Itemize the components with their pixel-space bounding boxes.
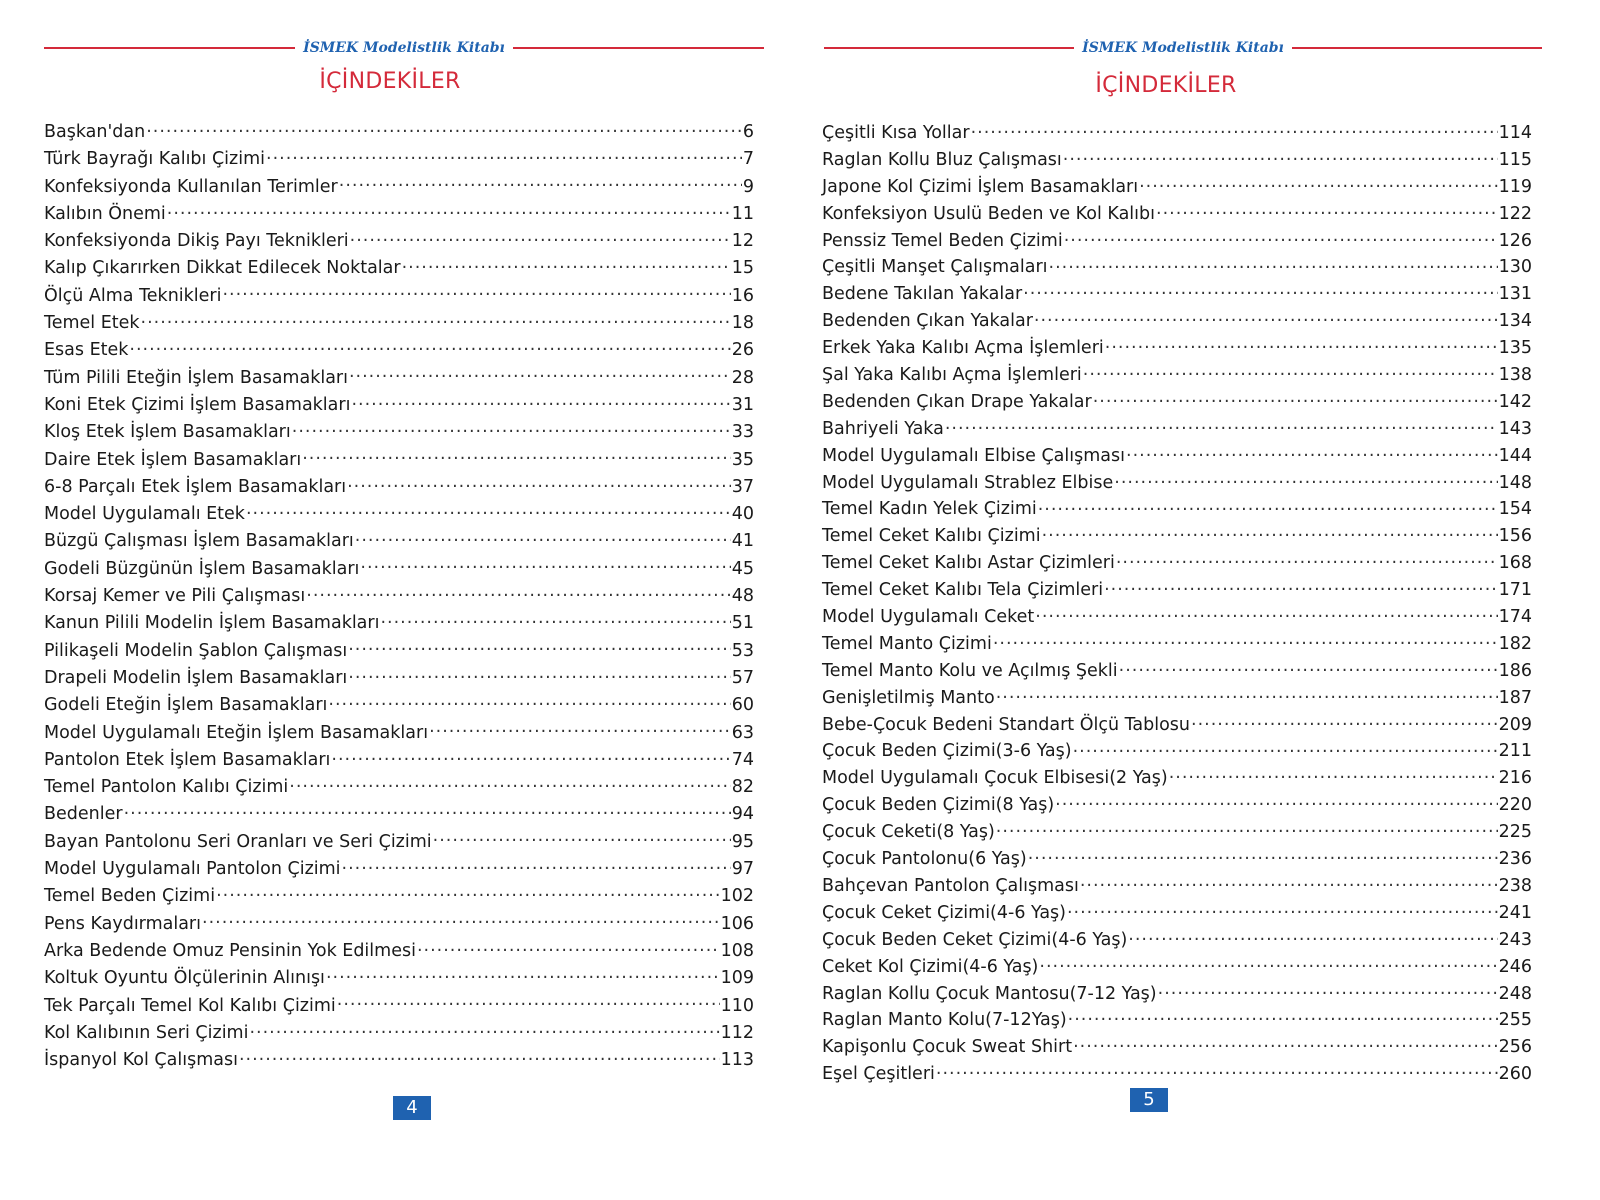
dot-leader: [326, 966, 720, 984]
toc-entry[interactable]: [44, 392, 754, 419]
toc-entry-title: Model Uygulamalı Pantolon Çizimi: [44, 859, 341, 880]
toc-entry-title: Bahriyeli Yaka: [822, 418, 944, 439]
toc-entry-title: Kapişonlu Çocuk Sweat Shirt: [822, 1037, 1073, 1058]
toc-entry-page: 156: [1498, 526, 1532, 547]
toc-entry-page: 57: [731, 667, 754, 688]
toc-entry-page: 45: [731, 558, 754, 579]
toc-entry-title: Başkan'dan: [44, 122, 146, 142]
toc-entry[interactable]: [822, 308, 1532, 335]
toc-entry[interactable]: [44, 665, 754, 692]
toc-entry[interactable]: [822, 658, 1532, 685]
toc-entry-title: Koltuk Oyuntu Ölçülerinin Alınışı: [44, 968, 325, 989]
toc-entry-title: Büzgü Çalışması İşlem Basamakları: [44, 531, 354, 552]
toc-entry-title: Bahçevan Pantolon Çalışması: [822, 875, 1079, 896]
toc-list: [44, 119, 754, 1074]
toc-entry-page: 112: [720, 1022, 754, 1043]
dot-leader: [1104, 578, 1498, 596]
toc-entry-title: Erkek Yaka Kalıbı Açma İşlemleri: [822, 338, 1104, 359]
dot-leader: [936, 1062, 1498, 1080]
toc-entry[interactable]: [44, 720, 754, 747]
toc-entry[interactable]: [44, 474, 754, 501]
toc-entry-title: Raglan Kollu Çocuk Mantosu(7-12 Yaş): [822, 983, 1157, 1004]
toc-entry[interactable]: [44, 119, 754, 146]
toc-entry[interactable]: [822, 604, 1532, 631]
toc-entry[interactable]: [44, 283, 754, 310]
toc-entry-page: 114: [1498, 123, 1532, 143]
toc-entry-page: 15: [731, 258, 754, 279]
toc-entry-page: 9: [742, 176, 754, 197]
right-page: [800, 0, 1600, 1200]
toc-entry-title: Tek Parçalı Temel Kol Kalıbı Çizimi: [44, 995, 336, 1016]
toc-entry-page: 102: [720, 886, 754, 907]
toc-entry-title: Godeli Eteğin İşlem Basamakları: [44, 695, 328, 716]
toc-entry-page: 16: [731, 285, 754, 306]
toc-entry[interactable]: [822, 1007, 1532, 1034]
toc-entry[interactable]: [822, 496, 1532, 523]
toc-entry-title: Türk Bayrağı Kalıbı Çizimi: [44, 149, 265, 170]
toc-entry-page: 40: [731, 504, 754, 525]
toc-entry[interactable]: [822, 523, 1532, 550]
toc-entry-page: 216: [1498, 768, 1532, 789]
toc-entry-page: 74: [731, 749, 754, 770]
dot-leader: [1093, 389, 1498, 407]
toc-entry-title: Kloş Etek İşlem Basamakları: [44, 422, 291, 443]
toc-entry-title: Kanun Pilili Modelin İşlem Basamakları: [44, 613, 380, 634]
toc-entry-title: Çocuk Beden Ceket Çizimi(4-6 Yaş): [822, 929, 1128, 950]
toc-entry-title: Çocuk Beden Çizimi(8 Yaş): [822, 795, 1055, 816]
toc-entry[interactable]: [44, 774, 754, 801]
toc-entry[interactable]: [822, 362, 1532, 389]
toc-entry-title: Korsaj Kemer ve Pili Çalışması: [44, 586, 306, 607]
toc-entry[interactable]: [822, 1061, 1532, 1088]
toc-entry-title: Genişletilmiş Manto: [822, 687, 995, 708]
toc-entry-title: Temel Etek: [44, 313, 140, 334]
dot-leader: [146, 120, 742, 138]
dot-leader: [1126, 443, 1498, 461]
toc-entry-title: Bedenler: [44, 804, 123, 825]
toc-entry-page: 26: [731, 340, 754, 361]
toc-entry[interactable]: [44, 419, 754, 446]
toc-entry-title: Temel Pantolon Kalıbı Çizimi: [44, 777, 289, 798]
toc-entry-title: Bedenden Çıkan Drape Yakalar: [822, 391, 1092, 412]
toc-entry-title: Temel Manto Çizimi: [822, 633, 992, 654]
dot-leader: [350, 229, 731, 247]
dot-leader: [417, 938, 720, 956]
toc-entry-page: 134: [1498, 311, 1532, 332]
dot-leader: [1035, 605, 1497, 623]
toc-entry[interactable]: [822, 631, 1532, 658]
toc-entry-title: Pantolon Etek İşlem Basamakları: [44, 749, 331, 770]
toc-entry-page: 220: [1498, 795, 1532, 816]
toc-entry-page: 248: [1498, 983, 1532, 1004]
toc-entry[interactable]: [822, 120, 1532, 147]
toc-list: [822, 120, 1532, 1088]
toc-entry[interactable]: [822, 254, 1532, 281]
toc-heading: İÇİNDEKİLER: [1095, 73, 1237, 98]
toc-entry-page: 138: [1498, 365, 1532, 386]
toc-entry-title: Daire Etek İşlem Basamakları: [44, 449, 302, 470]
dot-leader: [1039, 954, 1497, 972]
toc-entry-page: 119: [1498, 176, 1532, 197]
toc-entry-page: 60: [731, 695, 754, 716]
toc-entry[interactable]: [822, 738, 1532, 765]
dot-leader: [1073, 739, 1498, 757]
toc-entry[interactable]: [44, 146, 754, 173]
toc-entry-page: 63: [731, 722, 754, 743]
dot-leader: [1128, 927, 1497, 945]
toc-entry-title: 6-8 Parçalı Etek İşlem Basamakları: [44, 476, 347, 497]
toc-entry[interactable]: [44, 638, 754, 665]
page-number: 5: [1130, 1088, 1168, 1112]
toc-entry-title: Kalıp Çıkarırken Dikkat Edilecek Noktalar: [44, 258, 401, 279]
dot-leader: [1169, 766, 1498, 784]
dot-leader: [1042, 524, 1498, 542]
toc-entry[interactable]: [44, 856, 754, 883]
toc-entry-title: Temel Ceket Kalıbı Tela Çizimleri: [822, 580, 1104, 601]
dot-leader: [360, 556, 730, 574]
dot-leader: [971, 121, 1498, 139]
dot-leader: [380, 611, 730, 629]
toc-entry-title: Temel Ceket Kalıbı Çizimi: [822, 526, 1041, 547]
dot-leader: [945, 416, 1498, 434]
toc-entry[interactable]: [44, 310, 754, 337]
toc-entry[interactable]: [822, 281, 1532, 308]
dot-leader: [306, 584, 730, 602]
toc-entry[interactable]: [822, 900, 1532, 927]
toc-entry-page: 110: [720, 995, 754, 1016]
toc-entry[interactable]: [822, 335, 1532, 362]
toc-entry-page: 236: [1498, 849, 1532, 870]
toc-entry[interactable]: [822, 147, 1532, 174]
dot-leader: [1156, 201, 1498, 219]
toc-entry[interactable]: [44, 965, 754, 992]
toc-entry-page: 143: [1498, 418, 1532, 439]
dot-leader: [347, 474, 731, 492]
toc-entry-page: 48: [731, 586, 754, 607]
toc-entry-page: 187: [1498, 687, 1532, 708]
dot-leader: [996, 820, 1498, 838]
toc-entry-page: 115: [1498, 149, 1532, 170]
toc-entry[interactable]: [822, 685, 1532, 712]
toc-entry[interactable]: [822, 927, 1532, 954]
toc-entry-title: Bedenden Çıkan Yakalar: [822, 311, 1033, 332]
toc-entry[interactable]: [44, 747, 754, 774]
toc-entry[interactable]: [44, 883, 754, 910]
toc-entry-page: 243: [1498, 929, 1532, 950]
book-title: İSMEK Modelistlik Kitabı: [1082, 40, 1284, 56]
toc-entry-page: 154: [1498, 499, 1532, 520]
toc-entry-title: Esas Etek: [44, 340, 129, 361]
toc-entry[interactable]: [822, 792, 1532, 819]
toc-entry-title: Pilikaşeli Modelin Şablon Çalışması: [44, 640, 348, 661]
toc-entry[interactable]: [44, 174, 754, 201]
toc-entry-page: 6: [742, 122, 754, 142]
toc-entry-page: 260: [1498, 1064, 1532, 1085]
toc-entry-title: Godeli Büzgünün İşlem Basamakları: [44, 558, 360, 579]
toc-entry[interactable]: [822, 443, 1532, 470]
toc-entry-page: 238: [1498, 875, 1532, 896]
toc-entry[interactable]: [44, 801, 754, 828]
dot-leader: [216, 884, 720, 902]
toc-entry-title: Model Uygulamalı Elbise Çalışması: [822, 445, 1125, 466]
toc-entry[interactable]: [44, 938, 754, 965]
toc-entry-title: Japone Kol Çizimi İşlem Basamakları: [822, 176, 1139, 197]
toc-entry-title: Çocuk Ceketi(8 Yaş): [822, 822, 995, 843]
toc-entry[interactable]: [822, 228, 1532, 255]
toc-entry[interactable]: [44, 692, 754, 719]
toc-entry-page: 97: [731, 859, 754, 880]
toc-entry[interactable]: [44, 201, 754, 228]
toc-entry[interactable]: [44, 583, 754, 610]
toc-entry[interactable]: [822, 954, 1532, 981]
toc-entry[interactable]: [822, 819, 1532, 846]
dot-leader: [1067, 900, 1498, 918]
dot-leader: [349, 365, 731, 383]
toc-entry-title: Model Uygulamalı Etek: [44, 504, 245, 525]
toc-entry-title: Çeşitli Manşet Çalışmaları: [822, 257, 1048, 278]
toc-entry[interactable]: [44, 228, 754, 255]
toc-entry-title: Eşel Çeşitleri: [822, 1064, 935, 1085]
header-rule-right: [1292, 47, 1542, 49]
dot-leader: [1105, 336, 1498, 354]
toc-entry-page: 35: [731, 449, 754, 470]
dot-leader: [1191, 712, 1498, 730]
toc-entry-title: Penssiz Temel Beden Çizimi: [822, 230, 1063, 251]
dot-leader: [996, 685, 1498, 703]
toc-entry-page: 144: [1498, 445, 1532, 466]
toc-entry-title: Kalıbın Önemi: [44, 203, 166, 224]
toc-entry-page: 211: [1498, 741, 1532, 762]
toc-entry[interactable]: [44, 528, 754, 555]
dot-leader: [1038, 497, 1498, 515]
toc-entry-page: 7: [742, 149, 754, 170]
toc-entry[interactable]: [822, 470, 1532, 497]
toc-entry[interactable]: [44, 447, 754, 474]
toc-entry[interactable]: [44, 610, 754, 637]
dot-leader: [1073, 1035, 1498, 1053]
dot-leader: [1063, 147, 1498, 165]
dot-leader: [246, 502, 731, 520]
toc-entry-title: Model Uygulamalı Strablez Elbise: [822, 472, 1114, 493]
toc-entry-page: 95: [731, 831, 754, 852]
toc-entry-title: Model Uygulamalı Ceket: [822, 607, 1035, 628]
toc-entry-page: 94: [731, 804, 754, 825]
toc-entry-page: 106: [720, 913, 754, 934]
dot-leader: [1116, 551, 1498, 569]
toc-entry-title: İspanyol Kol Çalışması: [44, 1050, 238, 1071]
toc-entry-title: Çocuk Pantolonu(6 Yaş): [822, 849, 1027, 870]
toc-entry-title: Temel Beden Çizimi: [44, 886, 216, 907]
toc-entry[interactable]: [822, 846, 1532, 873]
toc-entry-title: Tüm Pilili Eteğin İşlem Basamakları: [44, 367, 348, 388]
toc-entry-page: 108: [720, 940, 754, 961]
dot-leader: [129, 338, 730, 356]
dot-leader: [328, 693, 730, 711]
dot-leader: [1055, 793, 1497, 811]
dot-leader: [1083, 363, 1498, 381]
toc-entry-page: 148: [1498, 472, 1532, 493]
dot-leader: [1114, 470, 1497, 488]
toc-entry[interactable]: [822, 174, 1532, 201]
dot-leader: [222, 283, 730, 301]
dot-leader: [1158, 981, 1498, 999]
toc-entry-title: Raglan Kollu Bluz Çalışması: [822, 149, 1062, 170]
toc-entry[interactable]: [44, 337, 754, 364]
header-rule-right: [513, 47, 764, 49]
toc-entry[interactable]: [44, 993, 754, 1020]
toc-entry[interactable]: [822, 416, 1532, 443]
toc-entry-page: 11: [731, 203, 754, 224]
toc-entry-page: 31: [731, 394, 754, 415]
page-number: 4: [393, 1096, 431, 1120]
dot-leader: [337, 993, 720, 1011]
dot-leader: [302, 447, 730, 465]
toc-entry-page: 182: [1498, 633, 1532, 654]
toc-entry[interactable]: [44, 365, 754, 392]
toc-entry-title: Kol Kalıbının Seri Çizimi: [44, 1022, 249, 1043]
dot-leader: [348, 638, 730, 656]
toc-entry-page: 122: [1498, 203, 1532, 224]
toc-entry-title: Koni Etek Çizimi İşlem Basamakları: [44, 394, 351, 415]
toc-entry-title: Bedene Takılan Yakalar: [822, 284, 1023, 305]
toc-entry[interactable]: [822, 981, 1532, 1008]
toc-heading: İÇİNDEKİLER: [319, 69, 461, 94]
dot-leader: [167, 201, 731, 219]
toc-entry[interactable]: [44, 911, 754, 938]
toc-entry[interactable]: [44, 1020, 754, 1047]
toc-entry[interactable]: [44, 829, 754, 856]
toc-entry-title: Drapeli Modelin İşlem Basamakları: [44, 667, 348, 688]
dot-leader: [1068, 1008, 1498, 1026]
dot-leader: [342, 857, 731, 875]
book-title: İSMEK Modelistlik Kitabı: [303, 40, 505, 56]
dot-leader: [1139, 174, 1498, 192]
toc-entry[interactable]: [822, 1034, 1532, 1061]
toc-entry[interactable]: [822, 873, 1532, 900]
toc-entry-title: Konfeksiyon Usulü Beden ve Kol Kalıbı: [822, 203, 1156, 224]
toc-entry-page: 171: [1498, 580, 1532, 601]
toc-entry-title: Model Uygulamalı Eteğin İşlem Basamakları: [44, 722, 429, 743]
toc-entry-title: Bebe-Çocuk Bedeni Standart Ölçü Tablosu: [822, 714, 1191, 735]
toc-entry[interactable]: [822, 201, 1532, 228]
toc-entry-title: Model Uygulamalı Çocuk Elbisesi(2 Yaş): [822, 768, 1168, 789]
toc-entry-title: Raglan Manto Kolu(7-12Yaş): [822, 1010, 1067, 1031]
toc-entry-title: Temel Kadın Yelek Çizimi: [822, 499, 1037, 520]
dot-leader: [433, 829, 731, 847]
toc-entry-page: 113: [720, 1050, 754, 1071]
toc-entry-page: 209: [1498, 714, 1532, 735]
dot-leader: [331, 747, 730, 765]
toc-entry-title: Ölçü Alma Teknikleri: [44, 285, 222, 306]
toc-entry-title: Konfeksiyonda Dikiş Payı Teknikleri: [44, 231, 349, 252]
toc-entry-title: Şal Yaka Kalıbı Açma İşlemleri: [822, 365, 1082, 386]
toc-entry-title: Temel Manto Kolu ve Açılmış Şekli: [822, 660, 1118, 681]
toc-entry[interactable]: [822, 765, 1532, 792]
toc-entry-title: Pens Kaydırmaları: [44, 913, 201, 934]
dot-leader: [355, 529, 731, 547]
dot-leader: [124, 802, 731, 820]
toc-entry-page: 18: [731, 313, 754, 334]
toc-entry-page: 41: [731, 531, 754, 552]
toc-entry-page: 241: [1498, 902, 1532, 923]
dot-leader: [402, 256, 731, 274]
toc-entry-page: 131: [1498, 284, 1532, 305]
toc-entry[interactable]: [822, 389, 1532, 416]
toc-entry-title: Konfeksiyonda Kullanılan Terimler: [44, 176, 338, 197]
toc-entry-title: Temel Ceket Kalıbı Astar Çizimleri: [822, 553, 1115, 574]
toc-entry-title: Ceket Kol Çizimi(4-6 Yaş): [822, 956, 1039, 977]
dot-leader: [993, 631, 1498, 649]
dot-leader: [1023, 282, 1497, 300]
dot-leader: [249, 1020, 719, 1038]
toc-entry-page: 37: [731, 476, 754, 497]
toc-entry-title: Bayan Pantolonu Seri Oranları ve Seri Çizimi: [44, 831, 432, 852]
toc-entry[interactable]: [822, 550, 1532, 577]
toc-entry[interactable]: [44, 1047, 754, 1074]
toc-entry-page: 186: [1498, 660, 1532, 681]
toc-entry-page: 33: [731, 422, 754, 443]
toc-entry-page: 246: [1498, 956, 1532, 977]
dot-leader: [1064, 228, 1498, 246]
dot-leader: [292, 420, 731, 438]
dot-leader: [1119, 658, 1498, 676]
dot-leader: [1080, 873, 1498, 891]
toc-entry-page: 225: [1498, 822, 1532, 843]
toc-entry-page: 135: [1498, 338, 1532, 359]
dot-leader: [266, 147, 742, 165]
toc-entry[interactable]: [44, 556, 754, 583]
running-header: [824, 40, 1542, 56]
toc-entry-page: 12: [731, 231, 754, 252]
toc-entry-page: 53: [731, 640, 754, 661]
toc-entry[interactable]: [44, 501, 754, 528]
toc-entry-page: 28: [731, 367, 754, 388]
toc-entry-title: Arka Bedende Omuz Pensinin Yok Edilmesi: [44, 940, 416, 961]
toc-entry-page: 174: [1498, 607, 1532, 628]
toc-entry[interactable]: [822, 577, 1532, 604]
dot-leader: [1049, 255, 1498, 273]
dot-leader: [239, 1048, 720, 1066]
dot-leader: [348, 665, 730, 683]
toc-entry-page: 51: [731, 613, 754, 634]
dot-leader: [351, 392, 730, 410]
toc-entry-page: 130: [1498, 257, 1532, 278]
running-header: [44, 40, 764, 56]
toc-entry-page: 168: [1498, 553, 1532, 574]
header-rule-left: [44, 47, 295, 49]
toc-entry[interactable]: [44, 255, 754, 282]
toc-entry-page: 126: [1498, 230, 1532, 251]
dot-leader: [429, 720, 731, 738]
dot-leader: [141, 311, 731, 329]
dot-leader: [1028, 847, 1498, 865]
toc-entry-title: Çeşitli Kısa Yollar: [822, 123, 970, 143]
toc-entry[interactable]: [822, 712, 1532, 739]
header-rule-left: [824, 47, 1074, 49]
toc-entry-page: 109: [720, 968, 754, 989]
toc-entry-title: Çocuk Beden Çizimi(3-6 Yaş): [822, 741, 1072, 762]
dot-leader: [339, 174, 742, 192]
dot-leader: [289, 775, 730, 793]
dot-leader: [202, 911, 720, 929]
toc-entry-page: 256: [1498, 1037, 1532, 1058]
toc-entry-page: 142: [1498, 391, 1532, 412]
toc-entry-page: 82: [731, 777, 754, 798]
dot-leader: [1034, 309, 1498, 327]
toc-entry-page: 255: [1498, 1010, 1532, 1031]
toc-entry-title: Çocuk Ceket Çizimi(4-6 Yaş): [822, 902, 1066, 923]
